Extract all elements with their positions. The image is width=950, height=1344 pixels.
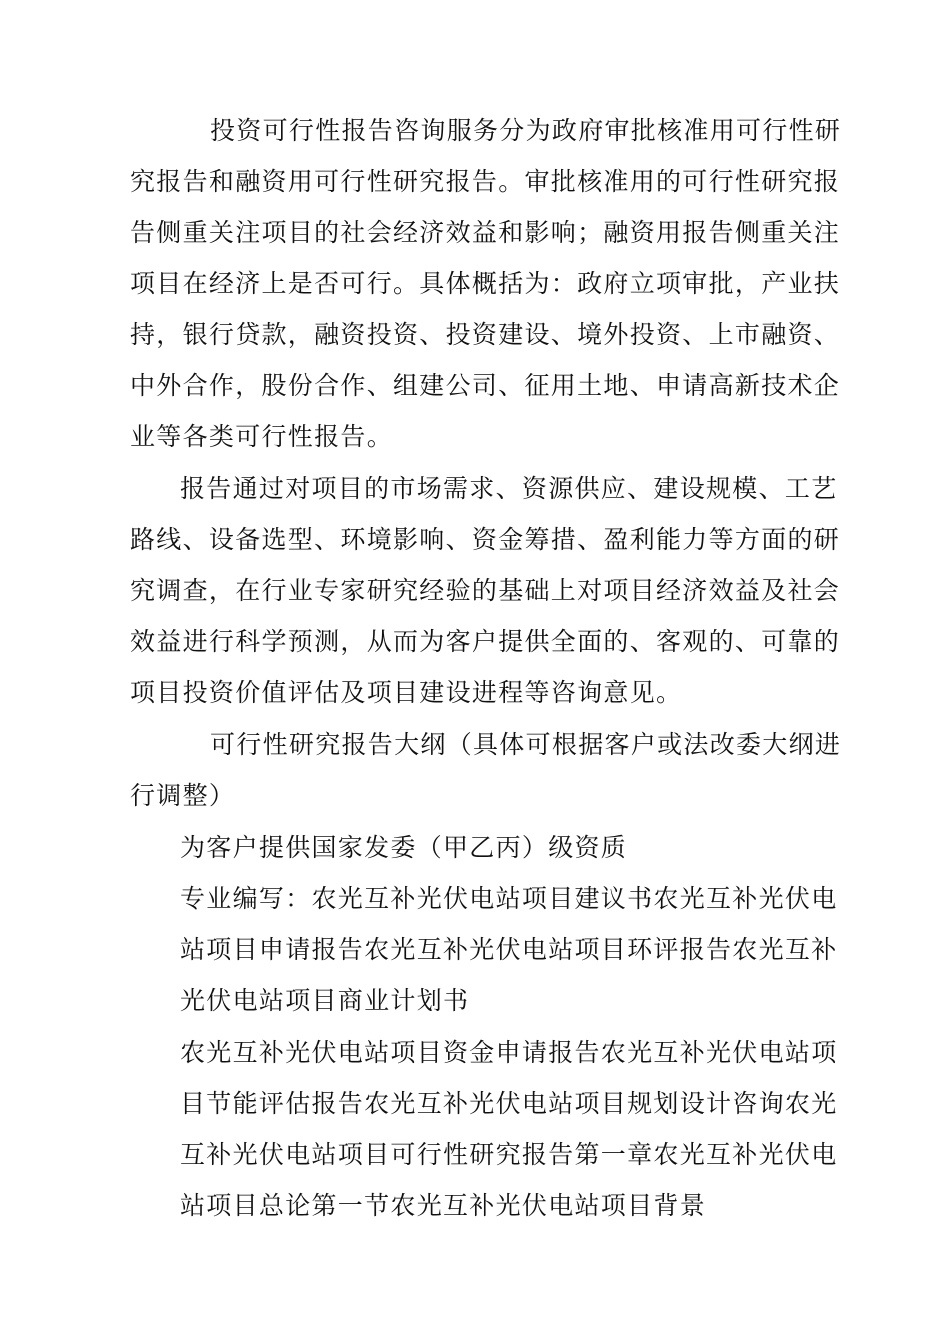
paragraph-2-line-3: 究调查，在行业专家研究经验的基础上对项目经济效益及社会 [130,576,841,605]
paragraph-5-line-2: 站项目申请报告农光互补光伏电站项目环评报告农光互补 [180,935,838,964]
paragraph-1-line-3: 告侧重关注项目的社会经济效益和影响；融资用报告侧重关注 [130,218,841,247]
paragraph-2-line-5: 项目投资价值评估及项目建设进程等咨询意见。 [130,678,683,707]
paragraph-6-line-2: 目节能评估报告农光互补光伏电站项目规划设计咨询农光 [180,1089,838,1118]
paragraph-6-line-1: 农光互补光伏电站项目资金申请报告农光互补光伏电站项 [180,1038,838,1067]
paragraph-3-line-1: 可行性研究报告大纲（具体可根据客户或法改委大纲进 [210,730,842,759]
paragraph-2-line-4: 效益进行科学预测，从而为客户提供全面的、客观的、可靠的 [130,627,841,656]
paragraph-1-line-6: 中外合作，股份合作、组建公司、征用土地、申请高新技术企 [130,371,841,400]
paragraph-1-line-7: 业等各类可行性报告。 [130,422,394,451]
paragraph-2-line-1: 报告通过对项目的市场需求、资源供应、建设规模、工艺 [180,474,838,503]
paragraph-5-line-3: 光伏电站项目商业计划书 [180,986,470,1015]
paragraph-6-line-4: 站项目总论第一节农光互补光伏电站项目背景 [180,1191,707,1220]
paragraph-1-line-5: 持，银行贷款，融资投资、投资建设、境外投资、上市融资、 [130,320,841,349]
paragraph-6-line-3: 互补光伏电站项目可行性研究报告第一章农光互补光伏电 [180,1140,838,1169]
paragraph-1-line-2: 究报告和融资用可行性研究报告。审批核准用的可行性研究报 [130,167,841,196]
paragraph-5-line-1: 专业编写：农光互补光伏电站项目建议书农光互补光伏电 [180,884,838,913]
paragraph-4-line-1: 为客户提供国家发委（甲乙丙）级资质 [180,833,628,862]
paragraph-1-line-1: 投资可行性报告咨询服务分为政府审批核准用可行性研 [210,116,842,145]
paragraph-3-line-2: 行调整） [130,781,236,810]
paragraph-1-line-4: 项目在经济上是否可行。具体概括为：政府立项审批，产业扶 [130,269,841,298]
paragraph-2-line-2: 路线、设备选型、环境影响、资金筹措、盈利能力等方面的研 [130,525,841,554]
